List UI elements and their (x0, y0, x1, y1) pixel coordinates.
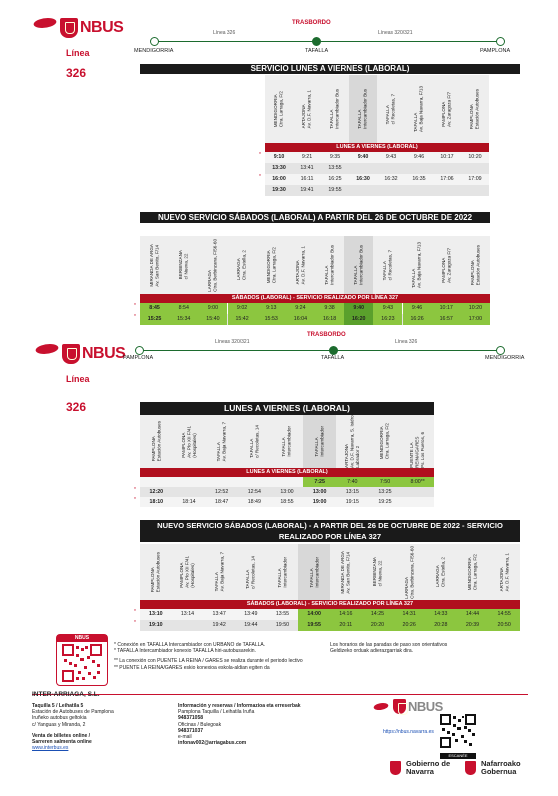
table-subtitle: LUNES A VIERNES (LABORAL) (265, 143, 489, 152)
table-row (140, 303, 490, 314)
time-cell: 9:02 (228, 303, 257, 314)
notes-left (114, 642, 324, 671)
time-cell: 20:20 (362, 620, 394, 631)
time-cell: 15:42 (228, 314, 257, 325)
stop-header: TAFALLA Intercambiador (281, 426, 292, 457)
connection-marker: * (134, 609, 136, 615)
stop-header: TAFALLA Av. Baja Navarra, F/13 (411, 241, 423, 289)
table-row (265, 152, 489, 163)
time-cell: 8:45 (140, 303, 169, 314)
stop-header: TAFALLA c/ Recoletas, 7 (382, 249, 393, 281)
time-cell: 16:25 (328, 176, 342, 182)
stop-header: MIRANDA DE ARGA Av. San Benito, F/14 (340, 550, 351, 594)
time-cell: 14:31 (393, 609, 425, 620)
stop-header: TAFALLA Intercambiador Bus (323, 245, 335, 285)
time-cell: 16:00 (272, 176, 286, 182)
time-cell: 16:04 (286, 314, 315, 325)
time-cell: 13:55 (328, 165, 342, 171)
footer-line: Pamplona Taquilla / Leihatila Iruña (178, 709, 255, 716)
logo-text: NBUS (408, 699, 443, 714)
stop-dot (312, 37, 321, 46)
time-cell: 16:30 (356, 176, 370, 182)
table-title: SERVICIO LUNES A VIERNES (LABORAL) (140, 64, 520, 74)
time-cell: 7:50 (369, 477, 402, 487)
time-cell: 12:20 (149, 489, 164, 495)
navarra-shield-icon (62, 344, 80, 364)
time-cell: 9:13 (257, 303, 286, 314)
stop-header: ARTAJONA Av. D.F. Navarra, 1 (301, 89, 312, 129)
stop-header: TAFALLA Intercambiador (276, 556, 288, 588)
time-cell: 16:20 (344, 314, 373, 325)
time-cell: 20:28 (425, 620, 457, 631)
stop-header: TAFALLA c/ Recoletas, 7 (385, 93, 396, 125)
time-cell: 14:33 (425, 609, 457, 620)
time-cell: 13:00 (312, 489, 327, 495)
stop-header: ARTAJONA Av. D.F. Navarra, 1 (294, 245, 306, 285)
footer-line: Sarreren salmenta online (32, 739, 92, 746)
time-cell: 10:20 (461, 303, 490, 314)
time-cell: 16:35 (412, 176, 426, 182)
time-cell (377, 185, 405, 196)
nbus-logo-footer (374, 699, 443, 714)
time-cell: 14:16 (330, 609, 362, 620)
time-cell (140, 477, 173, 487)
brand-swoosh (31, 18, 59, 28)
table-subtitle: SÁBADOS (LABORAL) - SERVICIO REALIZADO POR LÍNEA 327 (140, 600, 520, 609)
table-title: LUNES A VIERNES (LABORAL) (140, 402, 434, 415)
note-line: Geldizeko orduak adierazgarriak dira. (330, 648, 414, 655)
time-cell: 15:40 (198, 314, 227, 325)
time-cell: 16:23 (373, 314, 402, 325)
table-row (140, 487, 434, 497)
gov-name-eu: Nafarroako Gobernua (481, 759, 521, 776)
table-subtitle: LUNES A VIERNES (LABORAL) (140, 468, 434, 477)
time-cell: 9:24 (286, 303, 315, 314)
stop-header: PAMPLONA Av. Pío XII F/41 (Hospitales) (179, 556, 196, 588)
stop-name: TAFALLA (321, 355, 345, 361)
time-cell (461, 185, 489, 196)
time-cell: 9:46 (413, 154, 425, 160)
time-cell (401, 487, 434, 497)
time-cell: 16:26 (403, 314, 432, 325)
time-cell: 15:34 (169, 314, 198, 325)
line-number: 326 (66, 66, 87, 80)
qr-code-icon (62, 644, 102, 682)
table-row (265, 185, 489, 196)
stop-header: TAFALLA Av. Baja Navarra, 7 (216, 421, 227, 462)
time-cell (401, 497, 434, 507)
nbus-logo (60, 18, 123, 38)
route-line-label: Líneas 320/321 (215, 339, 250, 345)
time-cell (238, 477, 271, 487)
stop-header: MENDIGORRIA Ctra. Larraga, F/2 (265, 246, 277, 284)
stop-header: ARTAJONA Av. D.F. Navarra, 1 (498, 552, 510, 592)
time-cell: 19:30 (272, 187, 286, 193)
line-label: Línea (66, 374, 90, 384)
time-cell: 10:17 (440, 154, 454, 160)
connection-marker: * (134, 314, 136, 320)
time-cell: 10:17 (432, 303, 461, 314)
stop-header: LARRAGA Ctra. Berbinzana, F/56-60 (207, 238, 218, 292)
time-cell: 18:14 (182, 499, 196, 505)
time-cell (377, 163, 405, 174)
time-cell: 14:44 (457, 609, 489, 620)
connection-marker: * (134, 303, 136, 309)
qr-caption: ESCANÉE (440, 753, 476, 759)
navarra-shield-icon (60, 18, 78, 38)
company-name: INTER-ARRIAGA, S.L. (32, 691, 100, 698)
logo-text: NBUS (80, 19, 124, 36)
stop-header: PAMPLONA Estación Autobuses (150, 421, 162, 462)
table-row (265, 174, 489, 185)
time-cell: 16:18 (315, 314, 344, 325)
footer-title: Información y reservas / Informazioa eta erreserbak (178, 703, 301, 709)
stop-header: TAFALLA c/ Recoletas, 14 (245, 555, 256, 589)
gov-name-es: Gobierno de Navarra (406, 759, 451, 776)
stop-header: PAMPLONA Av. Zaragoza F/7 (441, 91, 452, 127)
footer-line: Iruñeko autobus geltokia (32, 715, 87, 722)
time-cell: 9:21 (301, 154, 313, 160)
time-cell: 19:41 (300, 187, 314, 193)
time-cell: 9:00 (198, 303, 227, 314)
table-header-row (140, 236, 490, 294)
footer-line: Estación de Autobuses de Pamplona (32, 709, 114, 716)
time-cell: 19:00 (312, 499, 327, 505)
note-line: * TAFALLA Intercambiador konexio TAFALLA hiri-autobusarekin. (114, 648, 256, 655)
time-cell: 19:10 (149, 622, 163, 628)
time-cell: 15:53 (257, 314, 286, 325)
time-cell (461, 163, 489, 174)
time-cell (433, 163, 461, 174)
time-cell (173, 487, 206, 497)
stop-header: MENDIGORRIA Ctra. Larraga, F/2 (379, 423, 390, 460)
nbus-url[interactable]: https://nbus.navarra.es (383, 729, 434, 735)
time-cell: 13:10 (149, 611, 163, 617)
gov-navarra-logo (390, 760, 539, 776)
time-cell: 13:15 (345, 489, 359, 495)
connection-marker: * (134, 497, 136, 503)
time-cell: 13:41 (300, 165, 314, 171)
table-row (140, 477, 434, 487)
footer-line: c/ Yanguas y Miranda, 2 (32, 721, 86, 728)
time-cell: 13:25 (378, 489, 392, 495)
stop-header: BERBINZANA c/ Nueva, 22 (371, 557, 383, 587)
time-cell (405, 185, 433, 196)
route-line-label: Línea 326 (395, 339, 418, 345)
time-cell: 10:20 (468, 154, 482, 160)
brand-swoosh (33, 344, 61, 354)
line-label: Línea (66, 48, 90, 58)
phone-number[interactable]: 948371058 (178, 715, 204, 722)
time-cell (433, 185, 461, 196)
connection-marker: * (134, 487, 136, 493)
time-cell: 12:52 (215, 489, 229, 495)
stop-dot (496, 37, 505, 46)
time-cell: 18:55 (280, 499, 294, 505)
time-cell: 15:25 (140, 314, 169, 325)
stop-header: TAFALLA Av. Baja Navarra, F/13 (413, 85, 424, 133)
time-cell: 16:32 (384, 176, 398, 182)
table-row (140, 497, 434, 507)
stop-dot (329, 346, 338, 355)
table-row (265, 163, 489, 174)
time-cell (205, 477, 238, 487)
time-cell: 9:38 (315, 303, 344, 314)
time-cell: 13:55 (275, 611, 290, 617)
stop-header: PAMPLONA Av. Pío XII F/41 (Hospitales) (180, 425, 197, 458)
stop-name: PAMPLONA (480, 48, 511, 54)
table-header-row (265, 75, 489, 143)
footer-col2 (178, 703, 348, 746)
time-cell (271, 477, 304, 487)
time-cell: 16:11 (300, 176, 314, 182)
time-cell (172, 620, 204, 631)
time-cell: 7:40 (336, 477, 369, 487)
stop-name: TAFALLA (305, 48, 329, 54)
stop-header: TAFALLA Intercambiador (303, 415, 336, 468)
time-cell: 19:25 (378, 499, 392, 505)
stop-header: MIRANDA DE ARGA Av. San Benito, F/14 (148, 243, 160, 287)
time-cell: 19:55 (298, 620, 330, 631)
time-cell (405, 163, 433, 174)
stop-header: LARRAGA Ctra. Estella, 2 (435, 556, 446, 588)
stop-header: PAMPLONA Estación Autobuses (150, 551, 161, 593)
company-bar (32, 683, 528, 698)
stop-header: PAMPLONA Av. Zaragoza F/7 (440, 247, 452, 283)
stop-header: PUENTE LA REINA/GARES Ps. Los Fueros, 6 (409, 431, 426, 468)
email-link[interactable]: infonav002@arriagabus.com (178, 740, 247, 747)
time-cell: 9:40 (357, 154, 369, 160)
stop-header: PAMPLONA Estación Autobuses (469, 88, 480, 130)
qr-footer (440, 714, 476, 756)
stop-name: PAMPLONA (123, 355, 154, 361)
navarra-shield-icon (393, 699, 406, 714)
time-cell: 8:00** (401, 477, 434, 487)
time-cell: 13:49 (244, 611, 258, 617)
stop-header: MENDIGORRIA Ctra. Larraga, F/2 (466, 553, 478, 591)
stop-header: LARRAGA Ctra. Berbinzana, F/56-60 (403, 545, 415, 599)
notes-right (330, 642, 520, 654)
time-cell: 8:54 (169, 303, 198, 314)
time-cell: 18:47 (215, 499, 229, 505)
time-cell: 9:35 (329, 154, 341, 160)
time-cell: 9:43 (373, 303, 402, 314)
phone-number[interactable]: 948371037 (178, 727, 204, 734)
time-cell: 16:57 (432, 314, 461, 325)
route-diagram (134, 18, 511, 58)
time-cell: 9:43 (385, 154, 397, 160)
table-row (140, 314, 490, 325)
stop-dot (135, 346, 144, 355)
time-cell: 14:55 (488, 609, 520, 620)
stop-header: MENDIGORRIA Ctra. Larraga, F/2 (273, 90, 284, 128)
footer-line: Taquilla 5 / Leihatila 5 (32, 703, 84, 709)
connection-marker: * (259, 174, 261, 180)
connection-marker: * (134, 620, 136, 626)
trasbordo-label: TRASBORDO (292, 20, 331, 26)
time-cell: 13:14 (180, 611, 195, 617)
qr-code-icon (440, 714, 476, 748)
time-cell: 9:10 (273, 154, 285, 160)
time-cell: 17:06 (440, 176, 454, 182)
stop-name: MENDIGORRIA (485, 355, 525, 361)
time-cell: 13:00 (280, 489, 294, 495)
time-cell: 14:00 (298, 609, 330, 620)
time-cell: 18:49 (247, 499, 261, 505)
stop-header: LARRAGA Ctra. Estella, 2 (236, 249, 248, 281)
time-cell: 14:25 (362, 609, 394, 620)
stop-dot (150, 37, 159, 46)
stop-header: BERBINZANA c/ Nueva, 22 (178, 250, 189, 280)
footer-line: Venta de billetes online / (32, 732, 91, 739)
stop-header: PAMPLONA Estación Autobuses (469, 244, 481, 286)
website-link[interactable]: www.interbus.es (32, 745, 69, 752)
time-cell: 13:47 (212, 611, 226, 617)
footer-col1 (32, 703, 172, 751)
qr-label: NBUS (57, 635, 107, 642)
stop-header: TAFALLA Intercambiador (298, 544, 330, 600)
time-cell: 13:30 (272, 165, 286, 171)
table-header-row (140, 415, 434, 468)
time-cell: 17:00 (461, 314, 490, 325)
connection-marker: * (259, 152, 261, 158)
time-cell: 19:44 (244, 622, 258, 628)
table-subtitle: SÁBADOS (LABORAL) - SERVICIO REALIZADO POR LÍNEA 327 (140, 294, 490, 303)
line-number: 326 (66, 400, 87, 414)
stop-name: MENDIGORRIA (134, 48, 174, 54)
time-cell: 20:39 (457, 620, 489, 631)
time-cell: 17:09 (468, 176, 482, 182)
time-cell: 12:54 (247, 489, 261, 495)
route-line-label: Líneas 320/321 (378, 30, 413, 36)
route-line-label: Línea 326 (213, 30, 236, 36)
time-cell: 9:46 (403, 303, 432, 314)
time-cell: 20:11 (330, 620, 362, 631)
table-title: NUEVO SERVICIO SÁBADOS (LABORAL) - A PARTIR DEL 26 DE OCTUBRE DE 2022 - SERVICIO REALIZADO POR LÍNEA 327 (140, 520, 520, 542)
time-cell (173, 477, 206, 487)
navarra-shield-icon (465, 761, 476, 775)
qr-box (56, 634, 108, 686)
table-row (140, 609, 520, 620)
time-cell: 20:50 (488, 620, 520, 631)
footer-line: Oficinas / Bulegoak (178, 721, 222, 728)
time-cell (349, 185, 377, 196)
time-cell: 20:26 (393, 620, 425, 631)
stop-dot (496, 346, 505, 355)
stop-header: TAFALLA Av. Baja Navarra, 7 (213, 552, 225, 592)
brand-swoosh (372, 703, 390, 710)
footer-line: e-mail (178, 734, 192, 741)
time-cell (349, 163, 377, 174)
table-row (140, 620, 520, 631)
note-line: * Conexión en TAFALLA Intercambiador con URBANO de TAFALLA. (114, 642, 266, 648)
stop-header: TAFALLA Intercambiador Bus (349, 75, 377, 143)
stop-header: TAFALLA c/ Recoletas, 14 (248, 425, 260, 458)
table-header-row (140, 544, 520, 600)
stop-header: TAFALLA Intercambiador Bus (344, 236, 373, 294)
route-line (154, 41, 504, 42)
navarra-shield-icon (390, 761, 401, 775)
route-line (139, 350, 503, 351)
table-title: NUEVO SERVICIO SÁBADOS (LABORAL) A PARTIR DEL 26 DE OCTUBRE DE 2022 (140, 212, 490, 223)
time-cell: 19:15 (345, 499, 359, 505)
time-cell: 7:25 (303, 477, 336, 487)
stop-header: ARTAJONA Av. D.F. Navarra, S. Isidro Labrador 2 (343, 415, 361, 468)
note-line: Los horarios de las paradas de paso son orientativos (330, 642, 448, 648)
time-cell: 18:10 (149, 499, 164, 505)
nbus-logo (62, 344, 125, 364)
time-cell: 19:42 (212, 622, 226, 628)
note-line: ** PUENTE LA REINA/GARES eskio konexioa eskola-aldian egiten da (114, 664, 270, 671)
time-cell: 19:55 (328, 187, 342, 193)
note-line: ** La conexión con PUENTE LA REINA / GARES se realiza durante el periodo lectivo (114, 658, 303, 665)
time-cell: 9:40 (344, 303, 373, 314)
stop-header: TAFALLA Intercambiador Bus (329, 89, 340, 129)
route-diagram (123, 332, 525, 372)
trasbordo-label: TRASBORDO (307, 332, 346, 338)
time-cell: 19:50 (275, 622, 290, 628)
logo-text: NBUS (82, 345, 126, 362)
